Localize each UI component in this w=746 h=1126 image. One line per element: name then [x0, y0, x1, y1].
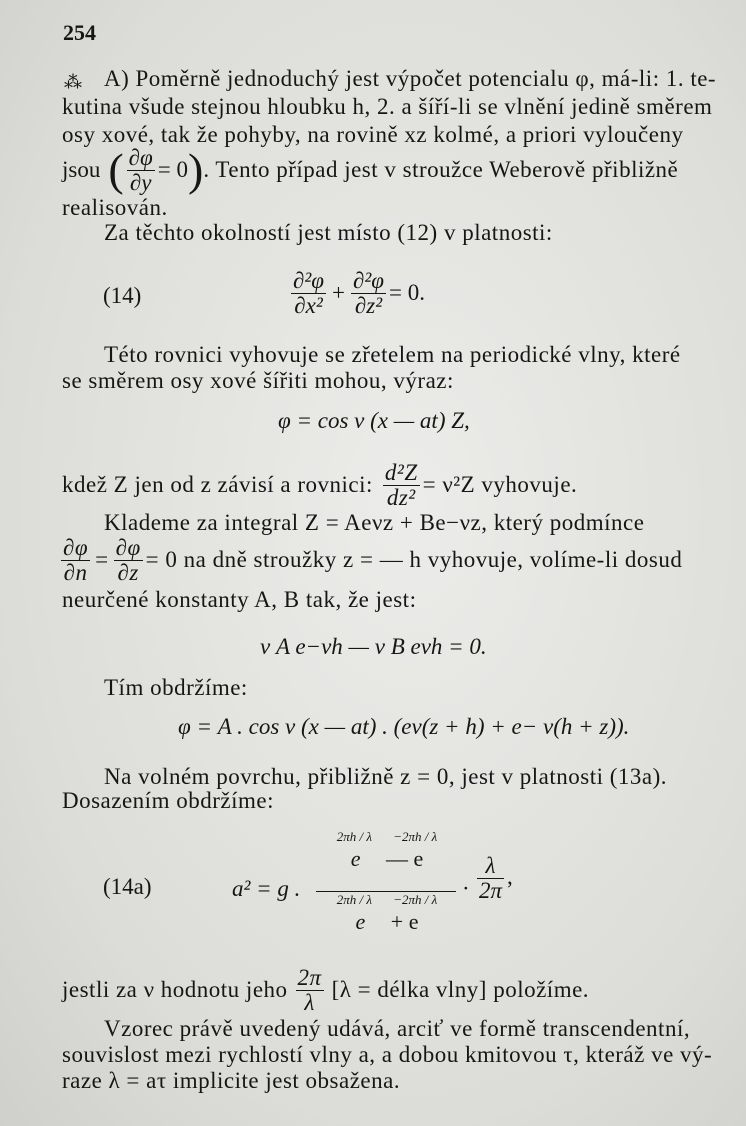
jestli-line [62, 962, 589, 1018]
kdez-fraction [383, 461, 420, 510]
partial-fraction [127, 146, 155, 195]
kdez-line [62, 455, 577, 515]
partial-numerator: ∂φ [128, 144, 153, 170]
eq14-frac1 [291, 269, 326, 318]
eq14a-exp-row-bottom [312, 893, 462, 907]
eq14-den2: ∂z² [354, 292, 383, 318]
eq14a-denominator [312, 893, 462, 935]
eq-const: ν A e−νh — ν B eνh = 0. [260, 634, 487, 659]
dn-num1: ∂φ [63, 534, 89, 560]
eq14a-factor-num: λ [477, 854, 504, 879]
kdez-text: kdež Z jen od z závisí a rovnici: [62, 472, 373, 497]
eq-phi2: φ = A . cos ν (x — at) . (eν(z + h) + e− ν(h + z)). [178, 714, 630, 739]
eq14a-lhs: a² = g . [232, 876, 301, 901]
para1-line3: osy xové, tak že pohyby, na rovině xz kolmé, a priori vyloučeny [62, 122, 684, 147]
neurcene-line: neurčené konstanty A, B tak, že jest: [62, 587, 417, 612]
jestli-num: 2π [297, 964, 322, 990]
eq14a-factor-frac [477, 854, 504, 903]
eq14a-factor-den: 2π [479, 878, 503, 903]
para1-line4 [62, 142, 678, 198]
dn-rest: = 0 na dně stroužky z = — h vyhovuje, volíme-li dosud [145, 547, 683, 572]
jestli-start: jestli za ν hodnotu jeho [62, 977, 288, 1002]
eq14a-e2: e [355, 909, 366, 934]
eq14-frac2 [351, 269, 386, 318]
eq14-label: (14) [103, 283, 142, 308]
jestli-den: λ [304, 989, 315, 1015]
klademe-line: Klademe za integral Z = Aeνz + Be−νz, který podmínce [104, 510, 645, 535]
partial-denominator: ∂y [129, 169, 152, 195]
eq14a-dot: · [462, 876, 470, 901]
jestli-fraction [296, 966, 324, 1015]
tim-line: Tím obdržíme: [104, 675, 248, 700]
dn-den2: ∂z [117, 559, 139, 585]
kdez-den: dz² [386, 484, 416, 510]
dn-line [58, 530, 682, 590]
section-marker: ⁂ [64, 72, 82, 92]
kdez-rest: = ν²Z vyhovuje. [422, 472, 578, 497]
para1-jsou: jsou [62, 157, 101, 182]
page-number: 254 [63, 20, 96, 45]
partial-equals: = 0 [157, 157, 188, 182]
eq14-num1: ∂²φ [293, 267, 324, 293]
open-paren: ( [108, 144, 124, 195]
dn-frac1 [61, 536, 90, 585]
para1-tento: . Tento případ jest v stroužce Weberově přibližně [203, 157, 679, 182]
para4-line3: raze λ = aτ implicite jest obsažena. [62, 1068, 401, 1093]
eq14a-e1: e [350, 846, 361, 871]
jestli-end: [λ = délka vlny] položíme. [331, 977, 590, 1002]
para2-line1: Této rovnici vyhovuje se zřetelem na periodické vlny, které [104, 342, 681, 367]
eq14-rest: = 0. [388, 280, 425, 305]
eq14-den1: ∂x² [294, 292, 323, 318]
para3-line2: Dosazením obdržíme: [62, 788, 274, 813]
eq14a-exp-neg2: −2πh / λ [393, 892, 438, 907]
dn-den1: ∂n [63, 559, 88, 585]
eq14a-numerator [312, 830, 462, 872]
dn-eq: = [95, 547, 109, 572]
eq14a-den-terms [312, 909, 462, 935]
eq14a-exp-row-top [312, 830, 462, 844]
eq14a-minus-e: — e [386, 846, 424, 871]
eq14a-exp-pos2: 2πh / λ [336, 892, 372, 907]
eq14-num2: ∂²φ [352, 267, 384, 293]
eq14 [288, 263, 425, 323]
eq-phi: φ = cos ν (x — at) Z, [278, 408, 470, 433]
para1-line1: A) Poměrně jednoduchý jest výpočet potencialu φ, má-li: 1. te- [104, 66, 717, 91]
kdez-num: d²Z [384, 459, 418, 485]
za-techto-line: Za těchto okolností jest místo (12) v platnosti: [104, 220, 553, 245]
close-paren: ) [188, 144, 204, 195]
eq14a-factor: $\frac{\lambda}{2\pi}$ , [479, 853, 513, 903]
para3-line1: Na volném povrchu, přibližně z = 0, jest v platnosti (13a). [104, 764, 668, 789]
para4-line2: souvislost mezi rychlostí vlny a, a dobou kmitovou τ, kteráž ve vý- [62, 1042, 713, 1067]
dn-num2: ∂φ [115, 534, 141, 560]
eq14a-exp-pos: 2πh / λ [336, 829, 372, 844]
eq14a-exp-neg: −2πh / λ [393, 829, 438, 844]
eq14a-label: (14a) [103, 874, 152, 899]
para1-line5: realisován. [62, 195, 168, 220]
para4-line1: Vzorec právě uvedený udává, arciť ve formě transcendentní, [104, 1016, 691, 1041]
para1-line2: kutina všude stejnou hloubku h, 2. a šíří-li se vlnění jedině směrem [62, 94, 713, 119]
eq14-plus: + [332, 280, 345, 305]
dn-frac2 [114, 536, 143, 585]
para2-line2: se směrem osy xové šířiti mohou, výraz: [62, 368, 454, 393]
eq14a-num-terms [312, 846, 462, 872]
eq14a-plus-e: + e [390, 909, 419, 934]
